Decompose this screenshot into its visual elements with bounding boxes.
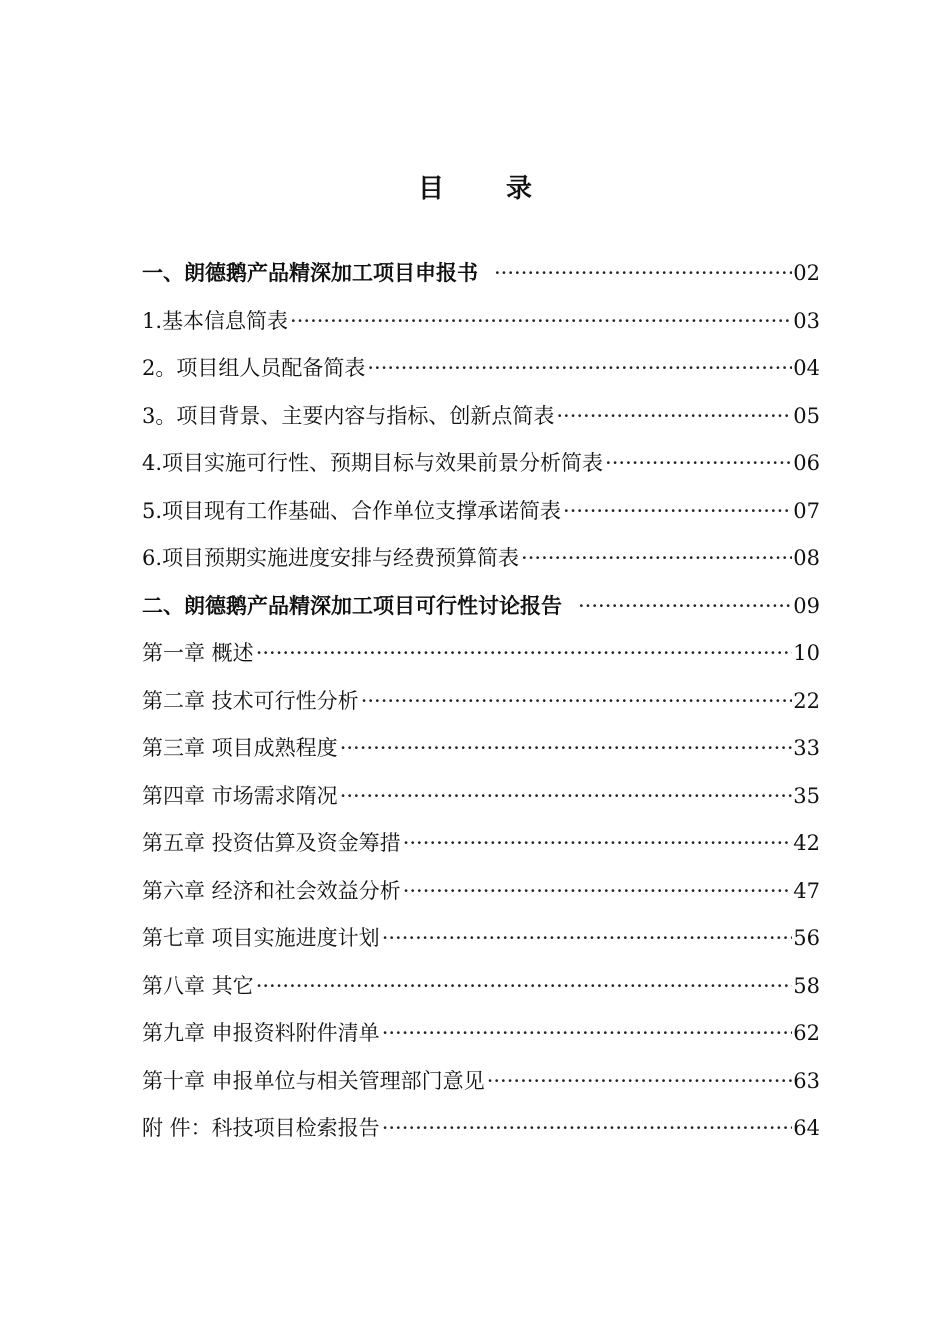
toc-entry[interactable]	[142, 1058, 820, 1106]
toc-dot-leader	[494, 250, 792, 298]
toc-entry[interactable]	[142, 868, 820, 916]
toc-entry-label: 5.项目现有工作基础、合作单位支撑承诺简表	[142, 498, 562, 523]
toc-dot-leader	[340, 773, 793, 821]
toc-entry-label: 第七章 项目实施进度计划	[142, 926, 380, 950]
toc-dot-leader	[361, 678, 793, 726]
toc-dot-leader	[382, 1010, 793, 1058]
toc-entry-label: 二、朗德鹅产品精深加工项目可行性讨论报告	[142, 593, 562, 618]
toc-page-number: 22	[793, 688, 820, 713]
toc-entry-label: 第六章 经济和社会效益分析	[142, 878, 401, 903]
toc-entry-label: 第四章 市场需求隋况	[142, 783, 338, 808]
toc-page-number: 33	[793, 736, 820, 760]
toc-entry-label: 附 件：科技项目检索报告	[142, 1116, 380, 1140]
toc-page-number: 64	[793, 1116, 820, 1140]
toc-entry[interactable]	[142, 1010, 820, 1058]
toc-dot-leader	[256, 630, 793, 678]
toc-entry-label: 第一章 概述	[142, 641, 254, 665]
toc-title-part2: 录	[506, 174, 533, 204]
toc-entry-label: 1.基本信息简表	[142, 308, 289, 333]
toc-page-number: 08	[793, 546, 820, 570]
toc-page-number: 63	[793, 1068, 820, 1093]
toc-page-number: 47	[793, 878, 820, 903]
toc-entry[interactable]	[142, 630, 820, 678]
toc-entry-label: 第二章 技术可行性分析	[142, 688, 359, 713]
toc-page-number: 10	[793, 641, 820, 665]
toc-entry-label: 一、朗德鹅产品精深加工项目申报书	[142, 261, 478, 285]
toc-entry-label: 4.项目实施可行性、预期目标与效果前景分析简表	[142, 451, 604, 475]
toc-entry[interactable]	[142, 1105, 820, 1153]
toc-entry[interactable]	[142, 393, 820, 441]
toc-entry-label: 第十章 申报单位与相关管理部门意见	[142, 1068, 485, 1093]
toc-page-number: 56	[793, 926, 820, 950]
toc-section-heading[interactable]	[142, 583, 820, 631]
toc-title-part1: 目	[417, 174, 444, 204]
toc-title	[0, 168, 950, 205]
toc-section-heading[interactable]	[142, 250, 820, 298]
toc-dot-leader	[403, 820, 793, 868]
toc-dot-leader	[578, 583, 792, 631]
toc-page-number: 62	[793, 1021, 820, 1045]
toc-dot-leader	[290, 298, 792, 346]
toc-dot-leader	[563, 488, 792, 536]
toc-entry-label: 第三章 项目成熟程度	[142, 736, 338, 760]
toc-page-number: 07	[793, 498, 820, 523]
toc-page-number: 04	[793, 356, 820, 380]
toc-entry-label: 第八章 其它	[142, 973, 254, 998]
toc-entry-label: 第五章 投资估算及资金筹措	[142, 831, 401, 855]
toc-dot-leader	[382, 915, 793, 963]
toc-entry-label: 第九章 申报资料附件清单	[142, 1021, 380, 1045]
toc-entry[interactable]	[142, 963, 820, 1011]
toc-dot-leader	[487, 1058, 793, 1106]
toc-page-number: 42	[793, 831, 820, 855]
toc-entry-label: 3。项目背景、主要内容与指标、创新点简表	[142, 403, 555, 428]
toc-dot-leader	[605, 440, 792, 488]
toc-page-number: 03	[793, 308, 820, 333]
toc-dot-leader	[521, 535, 792, 583]
toc-entry-label: 6.项目预期实施进度安排与经费预算简表	[142, 546, 520, 570]
toc-entry[interactable]	[142, 535, 820, 583]
toc-entry[interactable]	[142, 725, 820, 773]
toc-page-number: 05	[793, 403, 820, 428]
toc-page-number: 02	[793, 261, 820, 285]
toc-dot-leader	[256, 963, 793, 1011]
toc-dot-leader	[340, 725, 793, 773]
table-of-contents	[142, 250, 820, 1153]
toc-page-number: 06	[793, 451, 820, 475]
toc-page-number: 35	[793, 783, 820, 808]
toc-entry[interactable]	[142, 678, 820, 726]
toc-page-number: 09	[793, 593, 820, 618]
toc-entry[interactable]	[142, 773, 820, 821]
toc-page-number: 58	[793, 973, 820, 998]
toc-entry[interactable]	[142, 820, 820, 868]
toc-entry[interactable]	[142, 488, 820, 536]
toc-dot-leader	[382, 1105, 793, 1153]
toc-entry-label: 2。项目组人员配备简表	[142, 356, 366, 380]
toc-entry[interactable]	[142, 915, 820, 963]
toc-dot-leader	[556, 393, 792, 441]
toc-dot-leader	[403, 868, 793, 916]
toc-dot-leader	[367, 345, 792, 393]
toc-entry[interactable]	[142, 440, 820, 488]
toc-entry[interactable]	[142, 298, 820, 346]
toc-entry[interactable]	[142, 345, 820, 393]
